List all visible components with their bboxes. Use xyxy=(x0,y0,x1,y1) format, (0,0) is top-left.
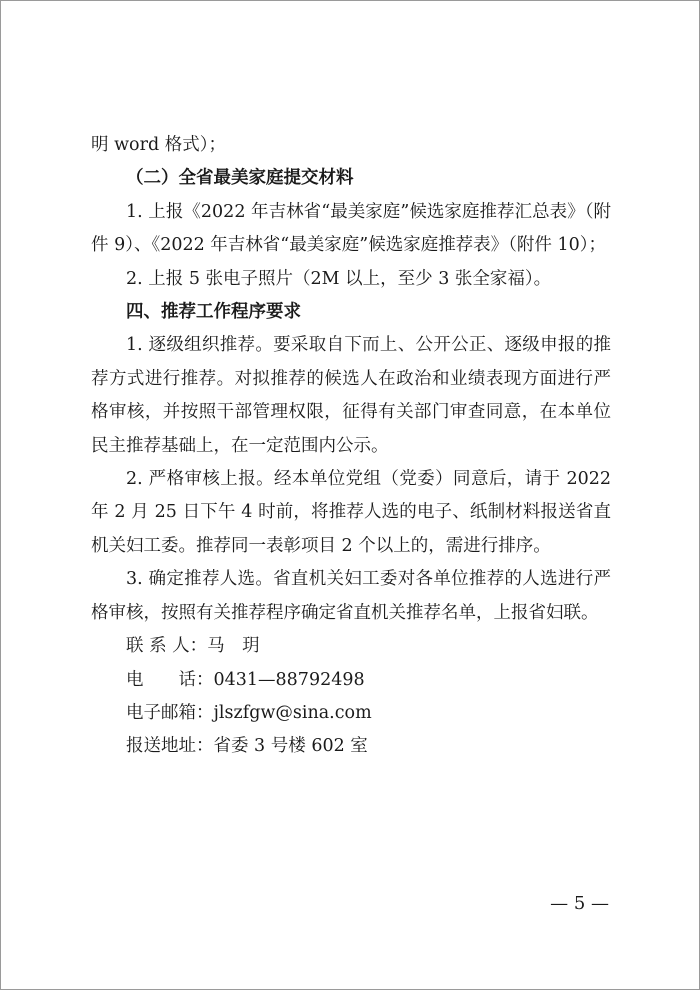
document-body xyxy=(91,129,611,764)
section-heading: 四、推荐工作程序要求 xyxy=(126,302,301,323)
paragraph-continuation: 明 word 格式）； xyxy=(91,135,226,155)
contact-phone: 电 话：0431—88792498 xyxy=(126,669,365,690)
subsection-heading: （二）全省最美家庭提交材料 xyxy=(126,168,354,189)
contact-email: 电子邮箱：jlszfgw@sina.com xyxy=(126,702,372,723)
page-number: — 5 — xyxy=(550,893,609,914)
contact-person: 联 系 人：马 玥 xyxy=(126,636,260,657)
paragraph-item: 2. 上报 5 张电子照片（2M 以上，至少 3 张全家福）。 xyxy=(126,268,552,289)
paragraph-item: 1. 逐级组织推荐。要采取自下而上、公开公正、逐级申报的推荐方式进行推荐。对拟推荐的候选人在政治和业绩表现方面进行严格审核，并按照干部管理权限，征得有关部门审查同意，在本单位民主推荐基础上，在一定范围内公示。 xyxy=(91,335,611,456)
paragraph-item: 3. 确定推荐人选。省直机关妇工委对各单位推荐的人选进行严格审核，按照有关推荐程序确定省直机关推荐名单，上报省妇联。 xyxy=(91,569,611,623)
paragraph-item: 1. 上报《2022 年吉林省“最美家庭”候选家庭推荐汇总表》（附件 9）、《2022 年吉林省“最美家庭”候选家庭推荐表》（附件 10）； xyxy=(91,201,611,256)
paragraph-item: 2. 严格审核上报。经本单位党组（党委）同意后，请于 2022 年 2 月 25 日下午 4 时前，将推荐人选的电子、纸制材料报送省直机关妇工委。推荐同一表彰项目 2 个以上的，需进行排序。 xyxy=(91,469,611,556)
contact-address: 报送地址：省委 3 号楼 602 室 xyxy=(126,736,368,757)
